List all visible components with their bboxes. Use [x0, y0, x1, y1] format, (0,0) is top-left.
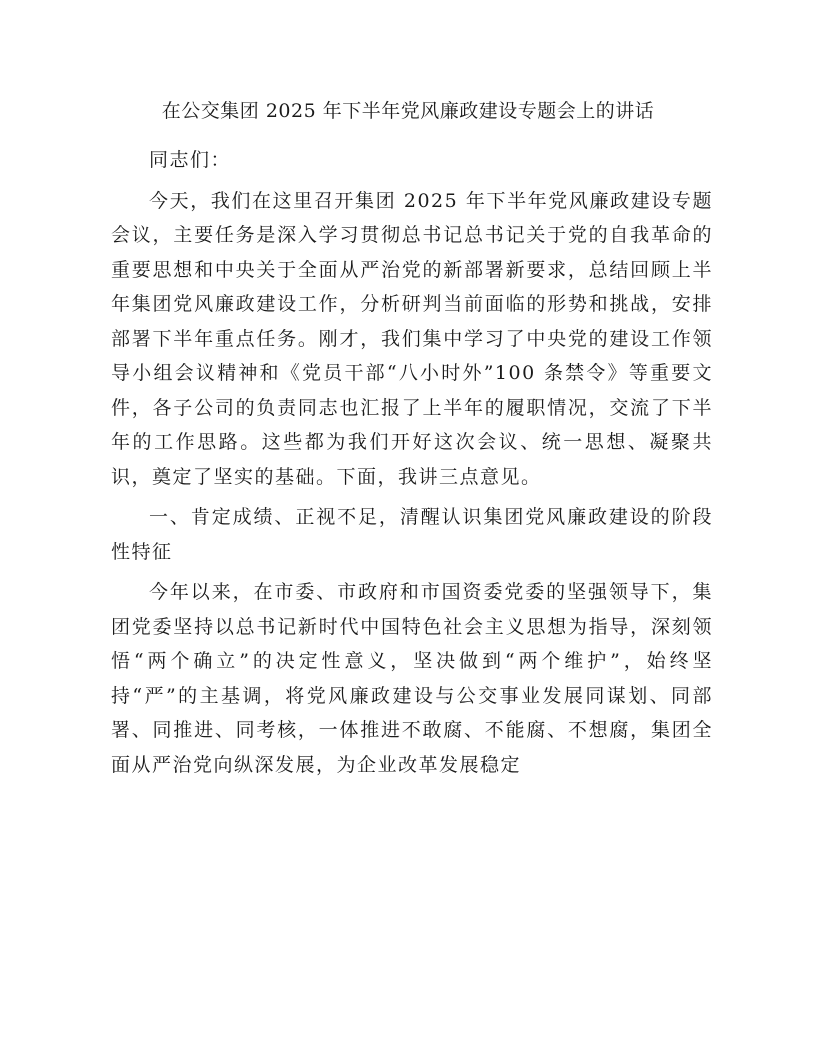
opening-paragraph: 今天，我们在这里召开集团 2025 年下半年党风廉政建设专题会议，主要任务是深入学习贯彻总书记总书记关于党的自我革命的重要思想和中央关于全面从严治党的新部署新要求，总结回顾上半年集团党风廉政建设工作，分析研判当前面临的形势和挑战，安排部署下半年重点任务。刚才，我们集中学习了中央党的建设工作领导小组会议精神和《党员干部“八小时外”100 条禁令》等重要文件，各子公司的负责同志也汇报了上半年的履职情况，交流了下半年的工作思路。这些都为我们开好这次会议、统一思想、凝聚共识，奠定了坚实的基础。下面，我讲三点意见。 — [111, 189, 713, 488]
document-title: 在公交集团 2025 年下半年党风廉政建设专题会上的讲话 — [161, 100, 655, 122]
section-heading: 一、肯定成绩、正视不足，清醒认识集团党风廉政建设的阶段性特征 — [111, 506, 713, 563]
greeting-paragraph: 同志们： — [149, 149, 232, 171]
document-body — [111, 143, 713, 782]
section-paragraph: 今年以来，在市委、市政府和市国资委党委的坚强领导下，集团党委坚持以总书记新时代中国特色社会主义思想为指导，深刻领悟“两个确立”的决定性意义，坚决做到“两个维护”，始终坚持“严”的主基调，将党风廉政建设与公交事业发展同谋划、同部署、同推进、同考核，一体推进不敢腐、不能腐、不想腐，集团全面从严治党向纵深发展，为企业改革发展稳定 — [111, 581, 713, 776]
